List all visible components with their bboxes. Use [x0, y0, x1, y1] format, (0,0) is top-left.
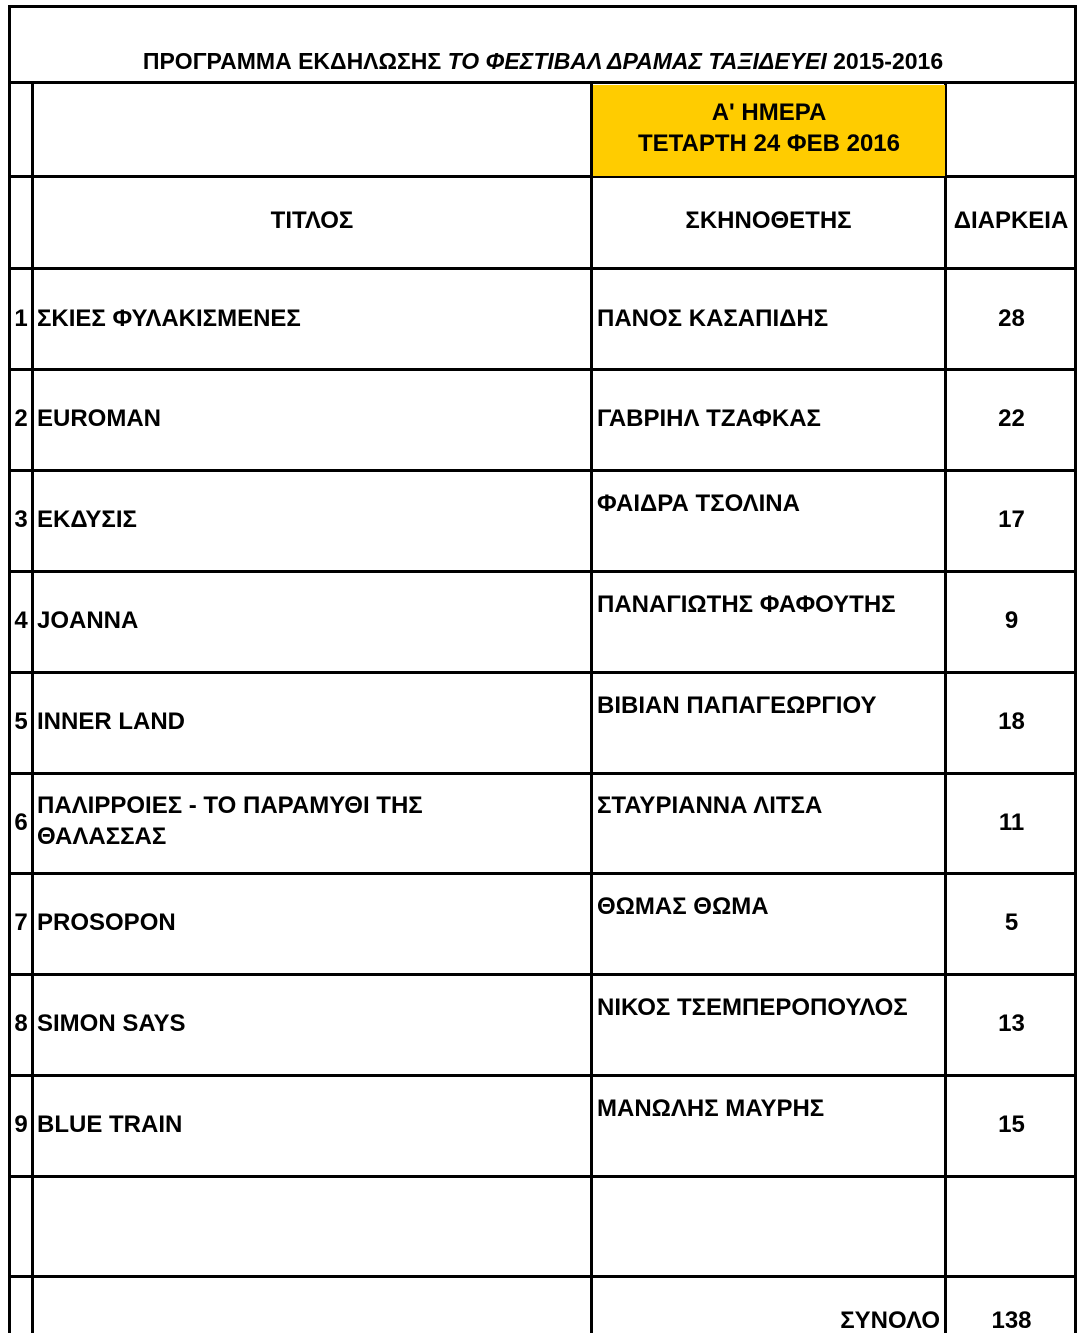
film-duration: 22	[998, 405, 1025, 432]
day-date: ΤΕΤΑΡΤΗ 24 ΦΕΒ 2016	[637, 130, 900, 157]
rule-row-5	[8, 772, 1077, 775]
rule-row-blank	[8, 1275, 1077, 1278]
film-title: JOANNA	[37, 607, 139, 634]
film-title: ΠΑΛΙΡΡΟΙΕΣ - ΤΟ ΠΑΡΑΜΥΘΙ ΤΗΣ ΘΑΛΑΣΣΑΣ	[37, 792, 423, 850]
title-festival-name: ΤΟ ΦΕΣΤΙΒΑΛ ΔΡΑΜΑΣ ΤΑΞΙΔΕΥΕΙ	[447, 48, 827, 74]
rule-row-4	[8, 671, 1077, 674]
header-duration: ΔΙΑΡΚΕΙΑ	[953, 207, 1069, 234]
rule-row-7	[8, 973, 1077, 976]
film-director: ΦΑΙΔΡΑ ΤΣΟΛΙΝΑ	[597, 490, 800, 517]
rule-title-bottom	[8, 81, 1077, 84]
rule-row-2	[8, 469, 1077, 472]
film-title: EUROMAN	[37, 405, 161, 432]
row-number: 4	[14, 607, 28, 634]
total-duration: 138	[991, 1307, 1032, 1334]
film-title: SIMON SAYS	[37, 1010, 186, 1037]
film-title: ΕΚΔΥΣΙΣ	[37, 506, 137, 533]
row-number: 9	[14, 1111, 28, 1138]
rule-row-1	[8, 368, 1077, 371]
rule-row-3	[8, 570, 1077, 573]
row-number: 5	[14, 708, 28, 735]
total-label: ΣΥΝΟΛΟ	[840, 1307, 940, 1334]
rule-row-9	[8, 1175, 1077, 1178]
film-director: ΒΙΒΙΑΝ ΠΑΠΑΓΕΩΡΓΙΟΥ	[597, 692, 877, 719]
col-rule-num	[31, 81, 34, 1333]
film-duration: 15	[998, 1111, 1025, 1138]
row-number: 3	[14, 506, 28, 533]
day-label: Α' ΗΜΕΡΑ	[711, 99, 827, 126]
film-director: ΣΤΑΥΡΙΑΝΝΑ ΛΙΤΣΑ	[597, 792, 823, 819]
rule-row-6	[8, 872, 1077, 875]
film-director: ΝΙΚΟΣ ΤΣΕΜΠΕΡΟΠΟΥΛΟΣ	[597, 994, 908, 1021]
film-director: ΘΩΜΑΣ ΘΩΜΑ	[597, 893, 769, 920]
rule-row-8	[8, 1074, 1077, 1077]
row-number: 2	[14, 405, 28, 432]
film-director: ΠΑΝΟΣ ΚΑΣΑΠΙΔΗΣ	[597, 305, 829, 332]
film-duration: 13	[998, 1010, 1025, 1037]
film-director: ΜΑΝΩΛΗΣ ΜΑΥΡΗΣ	[597, 1095, 825, 1122]
header-title: ΤΙΤΛΟΣ	[270, 207, 354, 234]
day-header-cell	[593, 85, 945, 176]
row-number: 1	[14, 305, 28, 332]
film-duration: 18	[998, 708, 1025, 735]
film-duration: 5	[1004, 909, 1019, 936]
film-director: ΓΑΒΡΙΗΛ ΤΖΑΦΚΑΣ	[597, 405, 821, 432]
page-title	[10, 46, 1076, 77]
film-director: ΠΑΝΑΓΙΩΤΗΣ ΦΑΦΟΥΤΗΣ	[597, 591, 896, 618]
film-duration: 28	[998, 305, 1025, 332]
film-duration: 9	[1004, 607, 1019, 634]
col-rule-title	[590, 81, 593, 1333]
film-title: INNER LAND	[37, 708, 185, 735]
border-top	[8, 5, 1077, 8]
row-number: 6	[14, 809, 28, 836]
row-number: 8	[14, 1010, 28, 1037]
row-number: 7	[14, 909, 28, 936]
film-duration: 11	[998, 809, 1025, 836]
title-prefix: ΠΡΟΓΡΑΜΜΑ ΕΚΔΗΛΩΣΗΣ	[142, 48, 442, 74]
film-title: PROSOPON	[37, 909, 176, 936]
rule-header-bottom	[8, 267, 1077, 270]
title-season: 2015-2016	[833, 48, 944, 74]
film-duration: 17	[998, 506, 1025, 533]
film-title: ΣΚΙΕΣ ΦΥΛΑΚΙΣΜΕΝΕΣ	[37, 305, 301, 332]
film-title: BLUE TRAIN	[37, 1111, 183, 1138]
header-director: ΣΚΗΝΟΘΕΤΗΣ	[685, 207, 852, 234]
col-rule-director	[944, 81, 947, 1333]
